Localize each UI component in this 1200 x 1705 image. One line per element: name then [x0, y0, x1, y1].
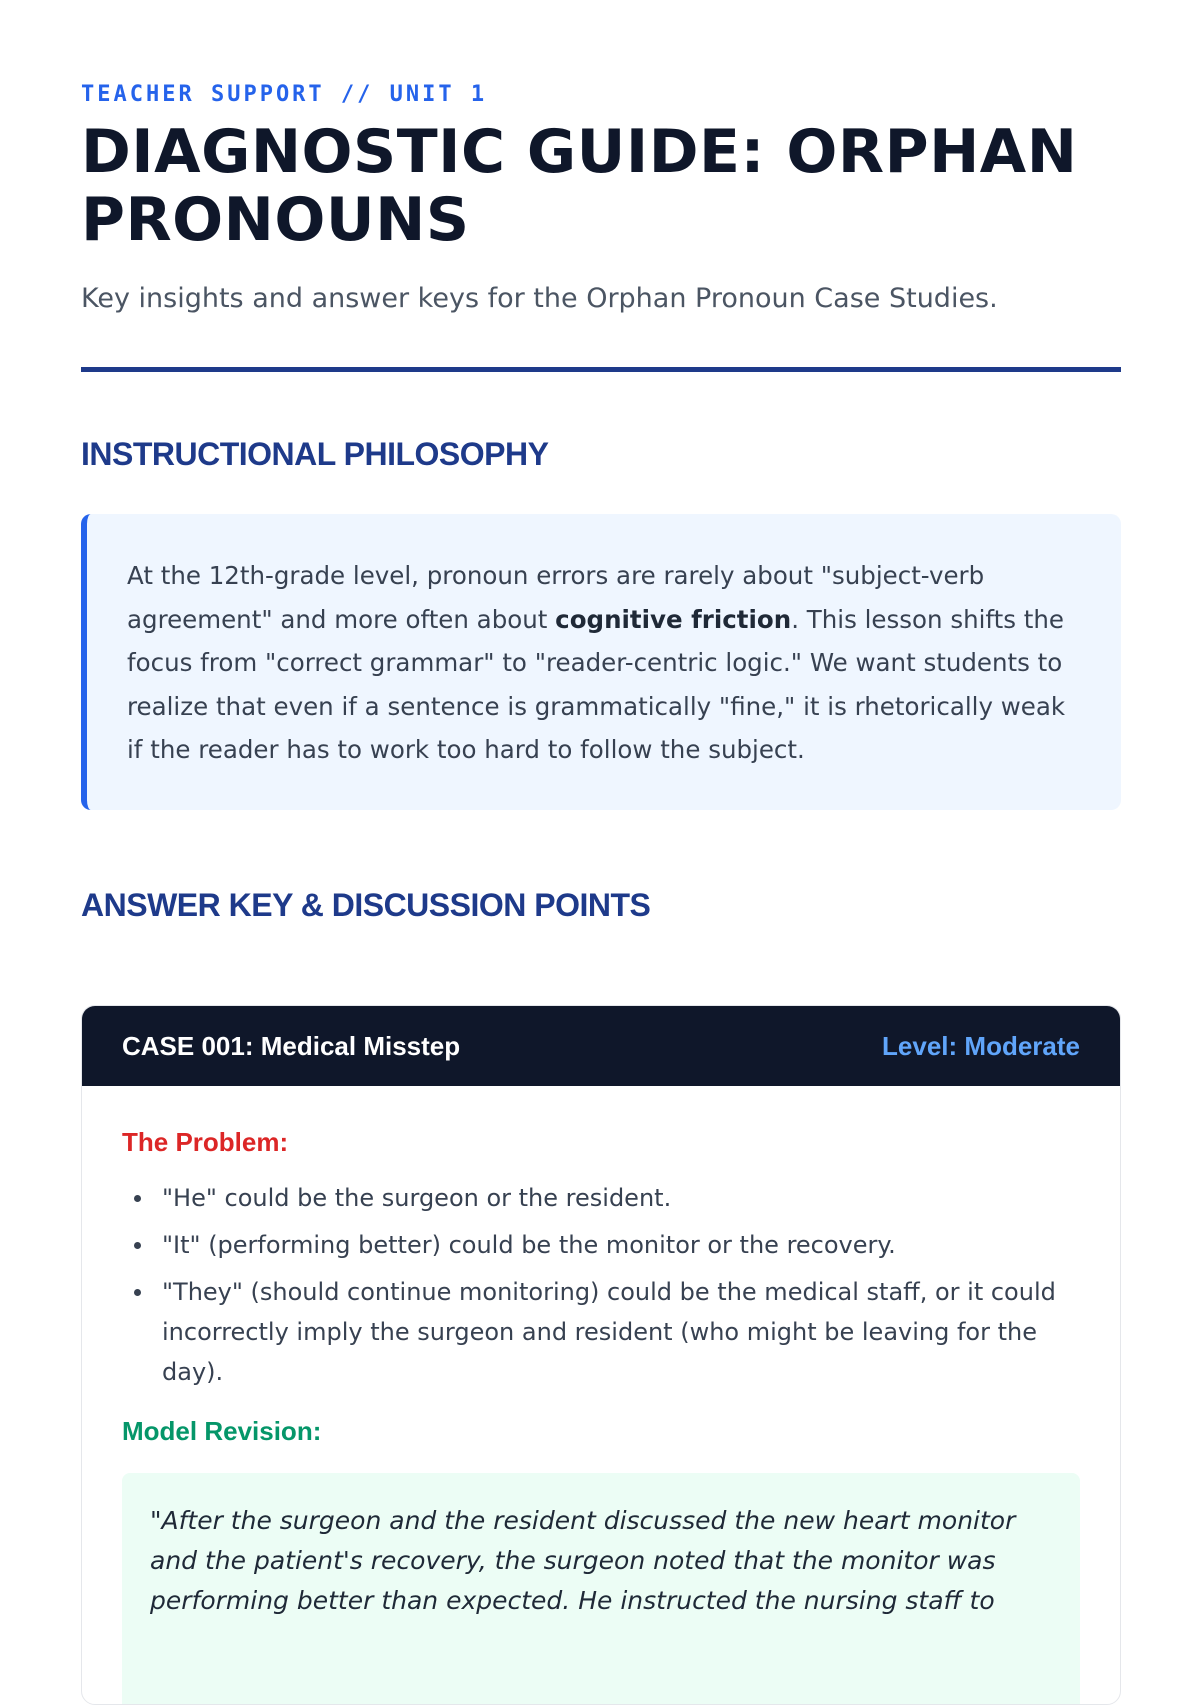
case-header [82, 1006, 1120, 1086]
case-level-badge: Level: Moderate [882, 1030, 1080, 1061]
philosophy-text-after: . This lesson shifts the focus from "correct grammar" to "reader-centric logic." We want students to realize that even if a sentence is grammatically "fine," it is rhetorically weak if the reader has to work too hard to follow the subject. [127, 604, 1066, 764]
philosophy-text-before: At the 12th-grade level, pronoun errors are rarely about "subject-verb agreement" and more often about [127, 561, 985, 634]
answer-key-heading: ANSWER KEY & DISCUSSION POINTS [81, 887, 651, 923]
revision-callout [122, 1473, 1080, 1705]
list-item: "He" could be the surgeon or the resident. [162, 1178, 1102, 1218]
philosophy-callout [81, 514, 1121, 810]
problem-label: The Problem: [122, 1127, 289, 1157]
problem-list [122, 1178, 1102, 1399]
philosophy-text [127, 554, 1075, 772]
list-item: "They" (should continue monitoring) could be the medical staff, or it could incorrectly imply the surgeon and resident (who might be leaving for the day). [162, 1272, 1102, 1392]
list-item: "It" (performing better) could be the monitor or the recovery. [162, 1225, 1102, 1265]
case-card [81, 1005, 1121, 1705]
revision-text: "After the surgeon and the resident discussed the new heart monitor and the patient's recovery, the surgeon noted that the monitor was performing better than expected. He instructed the nursing staff to [150, 1506, 1016, 1615]
page-title: DIAGNOSTIC GUIDE: ORPHAN PRONOUNS [81, 117, 1078, 255]
eyebrow-label: TEACHER SUPPORT // UNIT 1 [81, 82, 488, 107]
revision-label: Model Revision: [122, 1416, 322, 1446]
philosophy-heading: INSTRUCTIONAL PHILOSOPHY [81, 436, 549, 472]
philosophy-text-bold: cognitive friction [555, 604, 792, 634]
page-subtitle: Key insights and answer keys for the Orphan Pronoun Case Studies. [81, 283, 998, 314]
header-divider [81, 367, 1121, 372]
case-title: CASE 001: Medical Misstep [122, 1030, 461, 1061]
